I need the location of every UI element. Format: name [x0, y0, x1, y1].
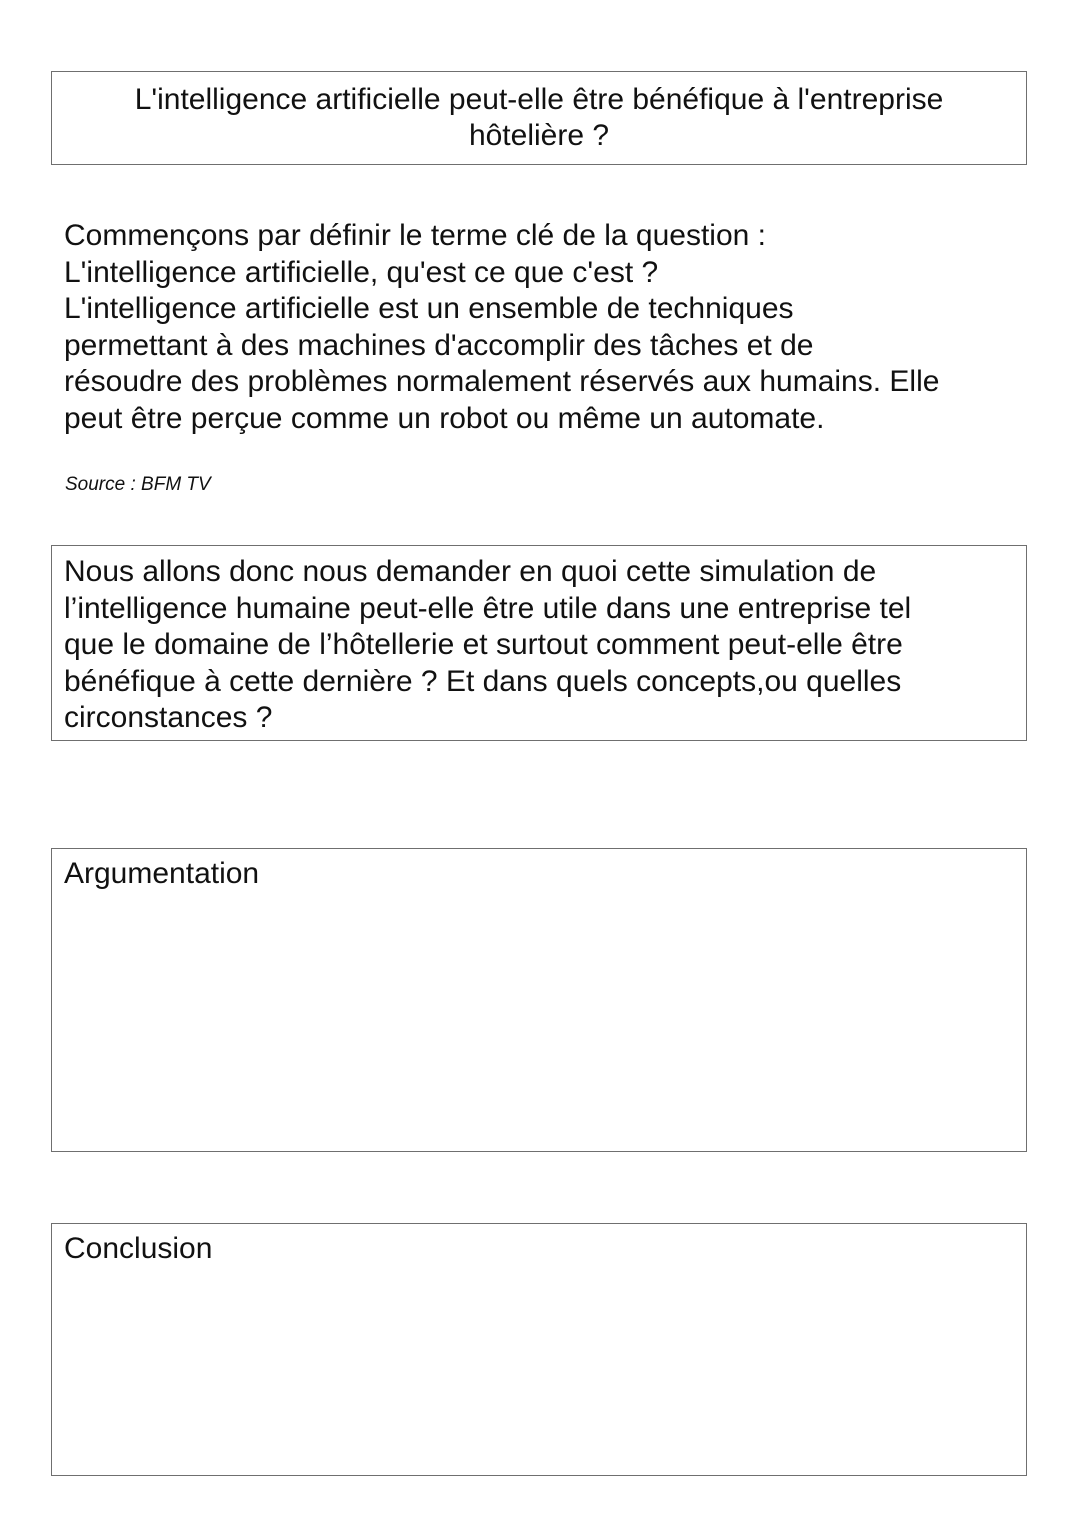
problem-statement-box: [51, 545, 1027, 741]
definition-paragraph: [64, 218, 1034, 437]
argumentation-heading: Argumentation: [64, 857, 260, 890]
argumentation-box: [51, 848, 1027, 1152]
definition-line: peut être perçue comme un robot ou même un automate.: [64, 401, 825, 435]
definition-line: permettant à des machines d'accomplir des tâches et de: [64, 328, 814, 362]
page-title-line-2: hôtelière ?: [468, 119, 610, 152]
definition-line: résoudre des problèmes normalement réservés aux humains. Elle: [64, 365, 940, 398]
problem-line: bénéfique à cette dernière ? Et dans quels concepts,ou quelles: [64, 664, 902, 698]
source-citation: Source : BFM TV: [65, 474, 211, 495]
conclusion-box: [51, 1223, 1027, 1476]
problem-line: que le domaine de l’hôtellerie et surtout comment peut-elle être: [64, 628, 903, 661]
page-title: [92, 82, 986, 154]
page-title-line-1: L'intelligence artificielle peut-elle être bénéfique à l'entreprise: [134, 83, 944, 116]
definition-line: L'intelligence artificielle, qu'est ce que c'est ?: [64, 255, 659, 289]
problem-line: l’intelligence humaine peut-elle être utile dans une entreprise tel: [64, 591, 912, 625]
conclusion-heading: Conclusion: [64, 1232, 213, 1265]
problem-line: circonstances ?: [64, 701, 273, 734]
problem-line: Nous allons donc nous demander en quoi cette simulation de: [64, 555, 877, 588]
title-box: [51, 71, 1027, 165]
definition-line: L'intelligence artificielle est un ensemble de techniques: [64, 292, 794, 325]
definition-line: Commençons par définir le terme clé de la question :: [64, 219, 767, 252]
